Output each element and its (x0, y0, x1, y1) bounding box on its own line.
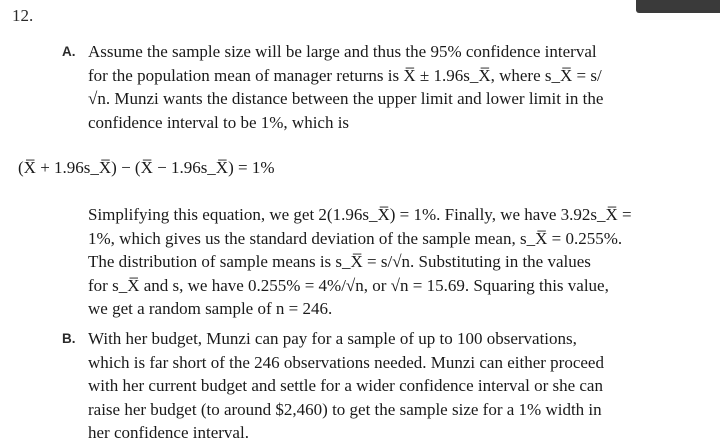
part-b-line: raise her budget (to around $2,460) to get the sample size for a 1% width in (88, 399, 602, 419)
part-b-line: her confidence interval. (88, 423, 249, 443)
part-a-intro-line: for the population mean of manager returns is X̅ ± 1.96s_X̅, where s_X̅ = s/ (88, 65, 602, 85)
part-a-intro-line: confidence interval to be 1%, which is (88, 112, 350, 132)
part-a-intro-line: Assume the sample size will be large and thus the 95% confidence interval (88, 42, 597, 61)
part-a-solution-line: we get a random sample of n = 246. (88, 299, 333, 319)
confidence-interval-equation: (X̅ + 1.96s_X̅) − (X̅ − 1.96s_X̅) = 1% (18, 158, 275, 177)
part-b-text (88, 327, 710, 445)
part-a-solution-line: for s_X̅ and s, we have 0.255% = 4%/√n, or √n = 15.69. Squaring this value, (88, 275, 609, 295)
part-a-intro-line: √n. Munzi wants the distance between the upper limit and lower limit in the (88, 89, 604, 109)
part-a-solution-line: Simplifying this equation, we get 2(1.96s_X̅) = 1%. Finally, we have 3.92s_X̅ = (88, 205, 632, 224)
part-a-label: A. (62, 44, 76, 59)
part-a-solution-line: The distribution of sample means is s_X̅ = s/√n. Substituting in the values (88, 252, 591, 272)
part-a-intro (88, 40, 710, 134)
part-b-label: B. (62, 331, 76, 346)
question-number: 12. (12, 6, 34, 25)
part-b-line: which is far short of the 246 observations needed. Munzi can either proceed (88, 352, 604, 372)
part-a-solution-line: 1%, which gives us the standard deviation of the sample mean, s_X̅ = 0.255%. (88, 228, 623, 248)
part-b-line: with her current budget and settle for a wider confidence interval or she can (88, 376, 603, 396)
part-a-solution (88, 203, 710, 321)
part-b-line: With her budget, Munzi can pay for a sample of up to 100 observations, (88, 329, 577, 348)
window-corner-bar (636, 0, 720, 13)
